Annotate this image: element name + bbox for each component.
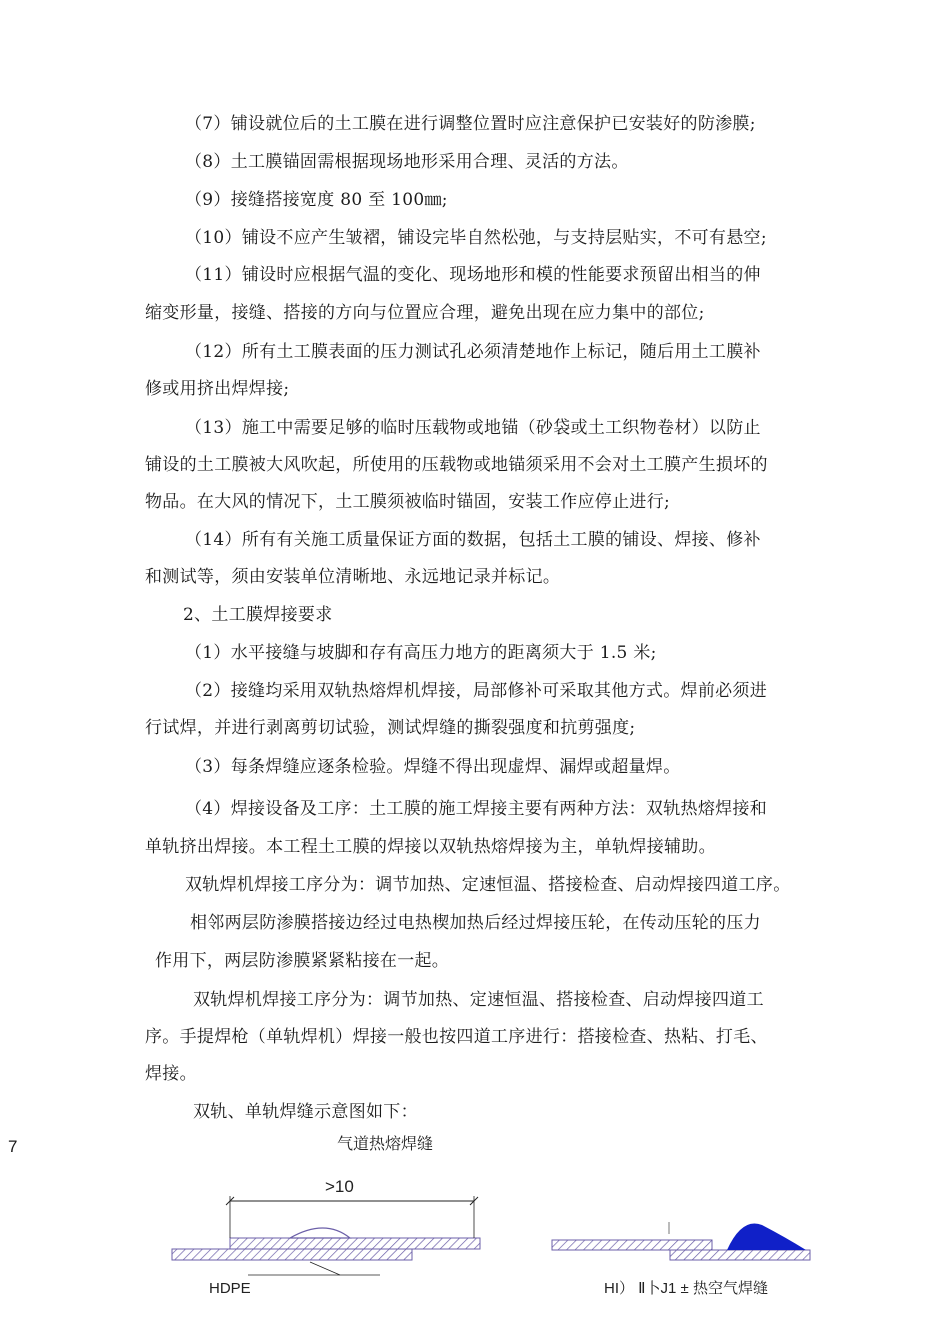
- para-14-line1: （14）所有有关施工质量保证方面的数据，包括土工膜的铺设、焊接、修补: [185, 530, 761, 550]
- page-number: 7: [8, 1137, 18, 1156]
- para-12-line1: （12）所有土工膜表面的压力测试孔必须清楚地作上标记，随后用土工膜补: [185, 342, 761, 362]
- para-9: （9）接缝搭接宽度 80 至 100㎜;: [185, 190, 448, 210]
- adjacent-layers-line2: 作用下，两层防渗膜紧紧粘接在一起。: [155, 951, 450, 971]
- para-7: （7）铺设就位后的土工膜在进行调整位置时应注意保护已安装好的防渗膜;: [185, 114, 756, 134]
- lower-membrane: [172, 1249, 412, 1260]
- para-12-line2: 修或用挤出焊焊接;: [145, 379, 290, 399]
- upper-membrane-right: [670, 1250, 810, 1260]
- weld-item-2-line1: （2）接缝均采用双轨热熔焊机焊接，局部修补可采取其他方式。焊前必须进: [185, 681, 768, 701]
- weld-bead-right: [727, 1223, 806, 1250]
- leader-line-diagonal: [310, 1262, 340, 1275]
- para-11-line2: 缩变形量，接缝、搭接的方向与位置应合理，避免出现在应力集中的部位;: [145, 303, 705, 323]
- figure-top-caption: 气道热熔焊缝: [337, 1136, 434, 1153]
- para-10: （10）铺设不应产生皱褶，铺设完毕自然松弛，与支持层贴实，不可有悬空;: [185, 228, 767, 248]
- para-13-line1: （13）施工中需要足够的临时压载物或地锚（砂袋或土工织物卷材）以防止: [185, 418, 761, 438]
- weld-item-1: （1）水平接缝与坡脚和存有高压力地方的距离须大于 1.5 米;: [185, 643, 657, 663]
- para-13-line2: 铺设的土工膜被大风吹起，所使用的压载物或地锚须采用不会对土工膜产生损坏的: [145, 455, 768, 475]
- hot-air-seam-caption: HI） Ⅱ卜J1 ± 热空气焊缝: [604, 1280, 768, 1297]
- dimension-label: >10: [325, 1177, 354, 1196]
- double-rail-process-2-line2: 序。手提焊枪（单轨焊机）焊接一般也按四道工序进行：搭接检查、热粘、打毛、: [145, 1027, 768, 1047]
- figure-intro: 双轨、单轨焊缝示意图如下：: [193, 1102, 418, 1122]
- weld-item-2-line2: 行试焊，并进行剥离剪切试验，测试焊缝的撕裂强度和抗剪强度;: [145, 718, 636, 738]
- para-11-line1: （11）铺设时应根据气温的变化、现场地形和模的性能要求预留出相当的伸: [185, 265, 761, 285]
- adjacent-layers-line1: 相邻两层防渗膜搭接边经过电热楔加热后经过焊接压轮，在传动压轮的压力: [190, 913, 761, 933]
- para-8: （8）土工膜锚固需根据现场地形采用合理、灵活的方法。: [185, 152, 629, 172]
- lower-membrane-right: [552, 1240, 712, 1250]
- weld-item-4-line2: 单轨挤出焊接。本工程土工膜的焊接以双轨热熔焊接为主，单轨焊接辅助。: [145, 837, 716, 857]
- double-rail-seam-figure: [172, 1196, 480, 1275]
- single-rail-seam-figure: [552, 1222, 810, 1260]
- weld-item-3: （3）每条焊缝应逐条检验。焊缝不得出现虚焊、漏焊或超量焊。: [185, 757, 681, 777]
- para-14-line2: 和测试等，须由安装单位清晰地、永远地记录并标记。: [145, 567, 561, 587]
- double-rail-process: 双轨焊机焊接工序分为：调节加热、定速恒温、搭接检查、启动焊接四道工序。: [185, 875, 791, 895]
- section-heading-welding: 2、土工膜焊接要求: [183, 605, 333, 625]
- hdpe-caption: HDPE: [209, 1280, 251, 1297]
- para-13-line3: 物品。在大风的情况下，土工膜须被临时锚固，安装工作应停止进行;: [145, 492, 671, 512]
- double-rail-process-2-line3: 焊接。: [145, 1064, 197, 1084]
- upper-membrane: [230, 1238, 480, 1249]
- weld-bead-left: [290, 1228, 350, 1238]
- weld-item-4-line1: （4）焊接设备及工序：土工膜的施工焊接主要有两种方法：双轨热熔焊接和: [185, 799, 768, 819]
- double-rail-process-2-line1: 双轨焊机焊接工序分为：调节加热、定速恒温、搭接检查、启动焊接四道工: [193, 990, 764, 1010]
